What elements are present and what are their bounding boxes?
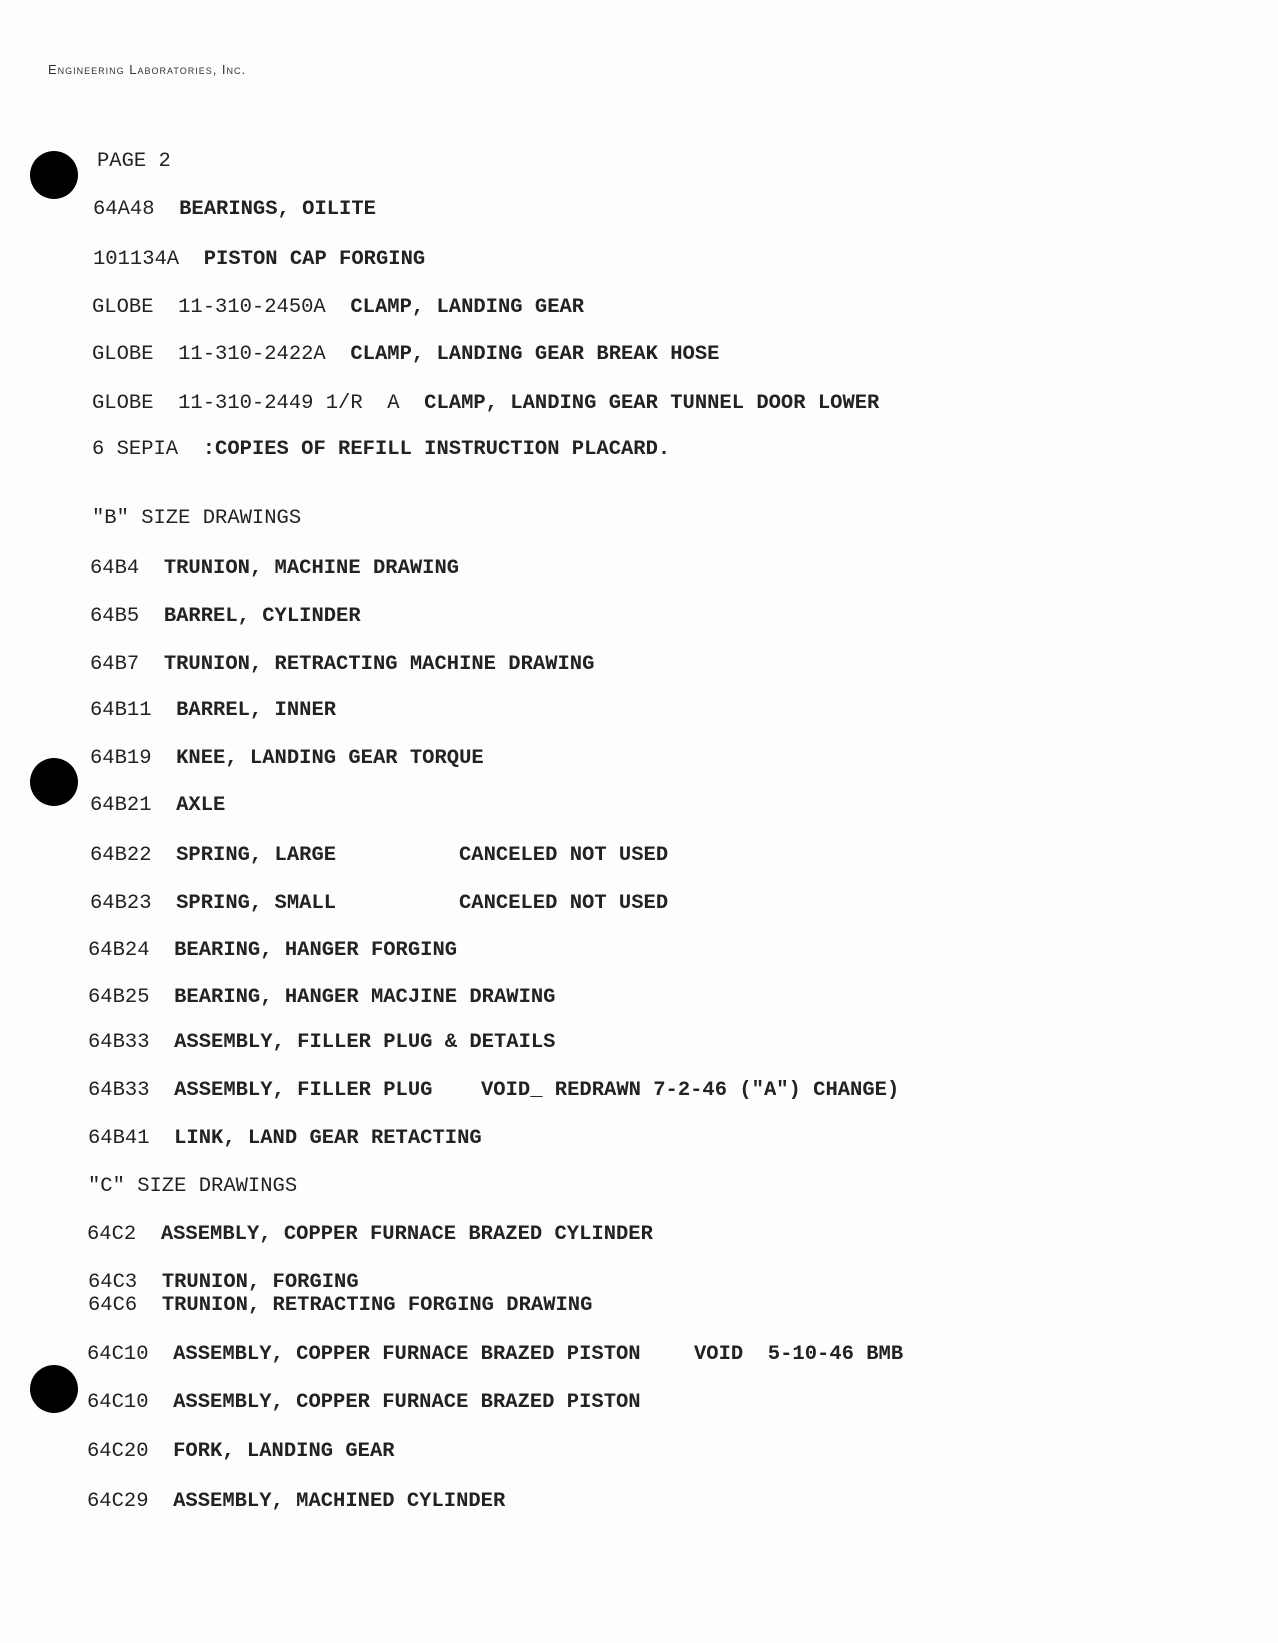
- item-description: SPRING, LARGE: [176, 844, 337, 867]
- item-code: 64B22: [90, 844, 152, 867]
- list-item: [87, 1343, 641, 1367]
- list-item: [90, 653, 594, 677]
- item-description: ASSEMBLY, COPPER FURNACE BRAZED PISTON: [173, 1391, 641, 1414]
- item-code: GLOBE 11-310-2422A: [92, 343, 326, 366]
- list-item: [90, 557, 459, 581]
- item-description: BARREL, CYLINDER: [163, 605, 361, 628]
- list-item: [88, 986, 556, 1010]
- item-description: FORK, LANDING GEAR: [173, 1440, 395, 1463]
- item-code: 64C10: [87, 1391, 149, 1414]
- item-status-note: VOID 5-10-46 BMB: [694, 1343, 904, 1366]
- item-code: "B" SIZE DRAWINGS: [92, 507, 302, 530]
- item-code: 64A48: [93, 198, 155, 221]
- list-item: [87, 1440, 395, 1464]
- item-description: ASSEMBLY, COPPER FURNACE BRAZED CYLINDER: [160, 1223, 653, 1246]
- item-description: TRUNION, FORGING: [161, 1271, 359, 1294]
- item-description: KNEE, LANDING GEAR TORQUE: [176, 747, 484, 770]
- item-code: 64B19: [90, 747, 152, 770]
- list-item: [87, 1490, 505, 1514]
- list-item: [90, 699, 336, 723]
- item-description: BEARINGS, OILITE: [179, 198, 376, 221]
- list-item: [88, 1294, 592, 1318]
- item-code: 64B7: [90, 653, 140, 676]
- list-item: [92, 438, 670, 462]
- list-item: [88, 939, 457, 963]
- list-item: [88, 1079, 432, 1103]
- item-description: CLAMP, LANDING GEAR BREAK HOSE: [350, 343, 720, 366]
- item-code: 64B23: [90, 892, 152, 915]
- list-item: [93, 198, 376, 222]
- item-code: 64B33: [88, 1031, 150, 1054]
- item-description: BEARING, HANGER FORGING: [174, 939, 458, 962]
- item-code: 64B24: [88, 939, 150, 962]
- punch-hole: [30, 758, 78, 806]
- list-item: [88, 1175, 297, 1199]
- item-description: AXLE: [176, 794, 226, 817]
- list-item: [90, 605, 361, 629]
- list-item: [92, 343, 719, 367]
- item-description: ASSEMBLY, FILLER PLUG: [174, 1079, 433, 1102]
- item-code: 64B21: [90, 794, 152, 817]
- item-description: TRUNION, MACHINE DRAWING: [163, 557, 460, 580]
- list-item: [88, 1127, 482, 1151]
- list-item: [90, 794, 225, 818]
- item-description: BARREL, INNER: [176, 699, 337, 722]
- item-status-note: VOID_ REDRAWN 7-2-46 ("A") CHANGE): [481, 1079, 900, 1102]
- item-code: GLOBE 11-310-2450A: [92, 296, 326, 319]
- item-code: GLOBE 11-310-2449 1/R A: [92, 392, 400, 415]
- item-description: ASSEMBLY, COPPER FURNACE BRAZED PISTON: [173, 1343, 641, 1366]
- item-status-note: CANCELED NOT USED: [459, 892, 669, 915]
- item-description: TRUNION, RETRACTING FORGING DRAWING: [161, 1294, 593, 1317]
- item-code: 64B11: [90, 699, 152, 722]
- item-code: 64C6: [88, 1294, 138, 1317]
- list-item: [88, 1271, 359, 1295]
- item-description: SPRING, SMALL: [176, 892, 337, 915]
- item-code: 64B25: [88, 986, 150, 1009]
- list-item: [93, 248, 425, 272]
- page-label: PAGE 2: [97, 150, 171, 173]
- item-description: ASSEMBLY, FILLER PLUG & DETAILS: [174, 1031, 556, 1054]
- letterhead: Engineering Laboratories, Inc.: [48, 62, 247, 77]
- item-description: :COPIES OF REFILL INSTRUCTION PLACARD.: [202, 438, 671, 461]
- item-code: 64C10: [87, 1343, 149, 1366]
- item-code: 64B41: [88, 1127, 150, 1150]
- item-description: LINK, LAND GEAR RETACTING: [174, 1127, 482, 1150]
- list-item: [88, 1031, 556, 1055]
- item-code: 64C2: [87, 1223, 137, 1246]
- punch-hole: [30, 151, 78, 199]
- list-item: [87, 1223, 653, 1247]
- item-code: 64B33: [88, 1079, 150, 1102]
- item-description: BEARING, HANGER MACJINE DRAWING: [174, 986, 556, 1009]
- item-description: CLAMP, LANDING GEAR: [350, 296, 585, 319]
- item-code: 64B5: [90, 605, 140, 628]
- list-item: [90, 844, 336, 868]
- item-description: TRUNION, RETRACTING MACHINE DRAWING: [163, 653, 595, 676]
- list-item: [92, 507, 301, 531]
- item-status-note: CANCELED NOT USED: [459, 844, 669, 867]
- item-description: CLAMP, LANDING GEAR TUNNEL DOOR LOWER: [424, 392, 880, 415]
- item-code: "C" SIZE DRAWINGS: [88, 1175, 298, 1198]
- item-code: 6 SEPIA: [92, 438, 179, 461]
- punch-hole: [30, 1365, 78, 1413]
- item-description: PISTON CAP FORGING: [203, 248, 426, 271]
- item-code: 64C20: [87, 1440, 149, 1463]
- list-item: [90, 747, 484, 771]
- list-item: [90, 892, 336, 916]
- item-code: 64C29: [87, 1490, 149, 1513]
- item-description: ASSEMBLY, MACHINED CYLINDER: [173, 1490, 506, 1513]
- item-code: 101134A: [93, 248, 180, 271]
- list-item: [92, 296, 584, 320]
- list-item: [87, 1391, 641, 1415]
- list-item: [92, 392, 879, 416]
- item-code: 64C3: [88, 1271, 138, 1294]
- item-code: 64B4: [90, 557, 140, 580]
